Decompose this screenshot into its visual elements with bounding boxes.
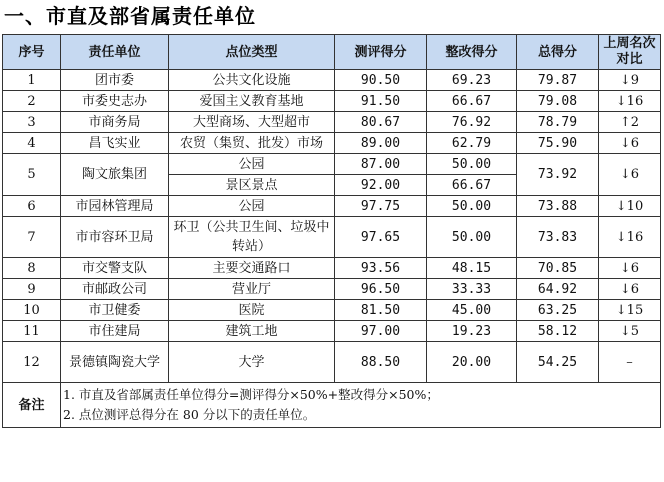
table-row [3,70,661,91]
cell-unit: 陶文旅集团 [61,154,169,196]
cell-total: 73.92 [517,154,599,196]
cell-eval: 93.56 [335,258,427,279]
note-line-1: 1. 市直及省部属责任单位得分=测评得分×50%+整改得分×50%； [63,387,439,402]
cell-point: 医院 [169,300,335,321]
cell-rank: ↓6 [599,133,661,154]
cell-seq: 10 [3,300,61,321]
cell-rank: ↓9 [599,70,661,91]
cell-eval: 96.50 [335,279,427,300]
cell-point: 大型商场、大型超市 [169,112,335,133]
cell-point: 大学 [169,342,335,383]
score-table [2,34,661,428]
cell-rank: ↓15 [599,300,661,321]
header-rank-compare [599,35,661,70]
header-point-type: 点位类型 [169,35,335,70]
cell-unit: 市卫健委 [61,300,169,321]
cell-point: 环卫（公共卫生间、垃圾中转站） [169,217,335,258]
cell-eval: 88.50 [335,342,427,383]
table-row [3,91,661,112]
table-row [3,300,661,321]
cell-seq: 6 [3,196,61,217]
cell-point: 爱国主义教育基地 [169,91,335,112]
cell-rank: ↑2 [599,112,661,133]
cell-point: 景区景点 [169,175,335,196]
cell-rank: ↓6 [599,279,661,300]
cell-rank: ↓10 [599,196,661,217]
cell-unit: 市市容环卫局 [61,217,169,258]
cell-fix: 76.92 [427,112,517,133]
notes-row [3,383,661,428]
cell-fix: 66.67 [427,175,517,196]
cell-point: 公园 [169,154,335,175]
table-row [3,217,661,258]
cell-unit: 景德镇陶瓷大学 [61,342,169,383]
cell-eval: 87.00 [335,154,427,175]
cell-unit: 市住建局 [61,321,169,342]
cell-fix: 62.79 [427,133,517,154]
cell-seq: 7 [3,217,61,258]
notes-label: 备注 [3,383,61,428]
cell-eval: 90.50 [335,70,427,91]
section-title: 一、市直及部省属责任单位 [4,4,256,28]
cell-eval: 89.00 [335,133,427,154]
cell-total: 70.85 [517,258,599,279]
cell-rank: ↓16 [599,217,661,258]
cell-eval: 97.65 [335,217,427,258]
cell-fix: 45.00 [427,300,517,321]
cell-rank: – [599,342,661,383]
table-row [3,321,661,342]
cell-fix: 50.00 [427,154,517,175]
cell-seq: 11 [3,321,61,342]
cell-total: 54.25 [517,342,599,383]
cell-rank: ↓16 [599,91,661,112]
cell-total: 73.88 [517,196,599,217]
table-row [3,258,661,279]
cell-total: 79.08 [517,91,599,112]
header-rank-line1: 上周名次 [603,36,656,51]
cell-total: 78.79 [517,112,599,133]
cell-rank: ↓5 [599,321,661,342]
table-row [3,279,661,300]
header-rank-line2: 对比 [616,52,643,67]
cell-fix: 50.00 [427,196,517,217]
table-row [3,154,661,175]
notes-text [61,383,661,428]
cell-eval: 92.00 [335,175,427,196]
cell-eval: 97.00 [335,321,427,342]
cell-seq: 8 [3,258,61,279]
header-eval-score: 测评得分 [335,35,427,70]
header-fix-score: 整改得分 [427,35,517,70]
note-line-2: 2. 点位测评总得分在 80 分以下的责任单位。 [63,407,316,422]
cell-total: 75.90 [517,133,599,154]
cell-fix: 48.15 [427,258,517,279]
cell-seq: 12 [3,342,61,383]
cell-point: 公园 [169,196,335,217]
cell-eval: 91.50 [335,91,427,112]
table-row [3,196,661,217]
cell-eval: 97.75 [335,196,427,217]
cell-fix: 66.67 [427,91,517,112]
cell-rank: ↓6 [599,154,661,196]
cell-rank: ↓6 [599,258,661,279]
cell-point: 营业厅 [169,279,335,300]
cell-unit: 市邮政公司 [61,279,169,300]
cell-point: 主要交通路口 [169,258,335,279]
cell-seq: 5 [3,154,61,196]
cell-fix: 20.00 [427,342,517,383]
table-row [3,112,661,133]
cell-point: 农贸（集贸、批发）市场 [169,133,335,154]
cell-eval: 81.50 [335,300,427,321]
cell-seq: 4 [3,133,61,154]
cell-total: 64.92 [517,279,599,300]
cell-total: 58.12 [517,321,599,342]
cell-fix: 69.23 [427,70,517,91]
cell-point: 建筑工地 [169,321,335,342]
cell-point: 公共文化设施 [169,70,335,91]
cell-unit: 市商务局 [61,112,169,133]
cell-unit: 市委史志办 [61,91,169,112]
table-row [3,342,661,383]
cell-fix: 33.33 [427,279,517,300]
table-row [3,133,661,154]
cell-unit: 市园林管理局 [61,196,169,217]
cell-seq: 1 [3,70,61,91]
cell-seq: 9 [3,279,61,300]
header-seq: 序号 [3,35,61,70]
cell-seq: 3 [3,112,61,133]
header-unit: 责任单位 [61,35,169,70]
cell-unit: 市交警支队 [61,258,169,279]
cell-total: 63.25 [517,300,599,321]
cell-unit: 昌飞实业 [61,133,169,154]
cell-eval: 80.67 [335,112,427,133]
cell-total: 73.83 [517,217,599,258]
header-row [3,35,661,70]
cell-fix: 19.23 [427,321,517,342]
header-total: 总得分 [517,35,599,70]
cell-fix: 50.00 [427,217,517,258]
cell-total: 79.87 [517,70,599,91]
cell-unit: 团市委 [61,70,169,91]
cell-seq: 2 [3,91,61,112]
